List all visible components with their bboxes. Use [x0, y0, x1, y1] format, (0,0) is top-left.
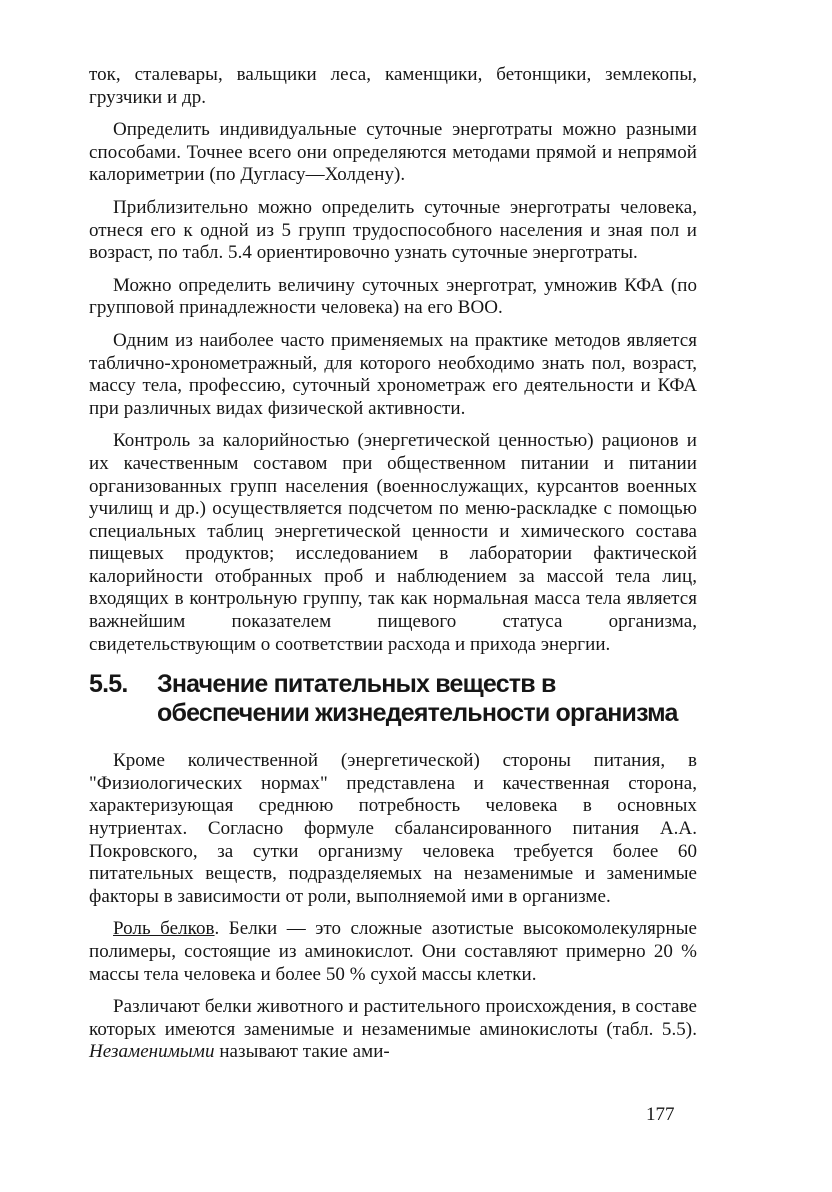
- paragraph-approximate-estimation: Приблизительно можно определить суточные энерготраты человека, отнеся его к одной из 5 групп трудоспособного населения и зная пол и возраст, по табл. 5.4 ориентировочно узнать суточные энерготраты.: [89, 196, 697, 264]
- proteins-role-label: Роль белков: [113, 918, 215, 940]
- section-title: Значение питательных веществ в обеспечении жизнедеятельности организма: [157, 670, 678, 728]
- paragraph-daily-energy-methods: Определить индивидуальные суточные энерготраты можно разными способами. Точнее всего они определяются методами прямой и непрямой калориметрии (по Дугласу—Холдену).: [89, 119, 697, 186]
- paragraph-protein-types: [89, 996, 697, 1064]
- proteins-role-text: . Белки — это сложные азотистые высокомолекулярные полимеры, состоящие из аминокислот. Они составляют примерно 20 % массы тела человека и более 50 % сухой массы клетки.: [89, 918, 698, 985]
- section-number: 5.5.: [89, 670, 128, 699]
- protein-types-text-end: называют такие ами-: [214, 1041, 390, 1063]
- page-number: 177: [646, 1104, 675, 1125]
- paragraph-quality-nutrition: Кроме количественной (энергетической) стороны питания, в "Физиологических нормах" представлена и качественная сторона, характеризующая среднюю потребность человека в основных нутриентах. Согласно формуле сбалансированного питания А.А. Покровского, за сутки организму человека требуется более 60 питательных веществ, подразделяемых на незаменимые и заменимые факторы в зависимости от роли, выполняемой ими в организме.: [89, 750, 697, 907]
- paragraph-tabular-method: Одним из наиболее часто применяемых на практике методов является таблично-хронометражный, для которого необходимо знать пол, возраст, массу тела, профессию, суточный хронометраж его деятельности и КФА при различных видах физической активности.: [89, 329, 697, 419]
- paragraph-kfa-voo: Можно определить величину суточных энерготрат, умножив КФА (по групповой принадлежности человека) на его ВОО.: [89, 274, 697, 319]
- section-heading: [89, 670, 697, 728]
- protein-types-text: Различают белки животного и растительного происхождения, в составе которых имеются заменимые и незаменимые аминокислоты (табл. 5.5).: [89, 996, 697, 1040]
- paragraph-calorie-control: Контроль за калорийностью (энергетической ценностью) рационов и их качественным составом при общественном питании и питании организованных групп населения (военнослужащих, курсантов военных училищ и др.) осуществляется подсчетом по меню-раскладке с помощью специальных таблиц энергетической ценности и химического состава пищевых продуктов; исследованием в лаборатории фактической калорийности отобранных проб и наблюдением за массой тела лиц, входящих в контрольную группу, так как нормальная масса тела является важнейшим показателем пищевого статуса организма, свидетельствующим о соответствии расхода и прихода энергии.: [89, 430, 697, 655]
- paragraph-role-of-proteins: [89, 918, 697, 986]
- text-column-top: [89, 64, 697, 1074]
- paragraph-continuation: ток, сталевары, вальщики леса, каменщики, бетонщики, землекопы, грузчики и др.: [89, 64, 697, 108]
- essential-term: Незаменимыми: [89, 1041, 215, 1063]
